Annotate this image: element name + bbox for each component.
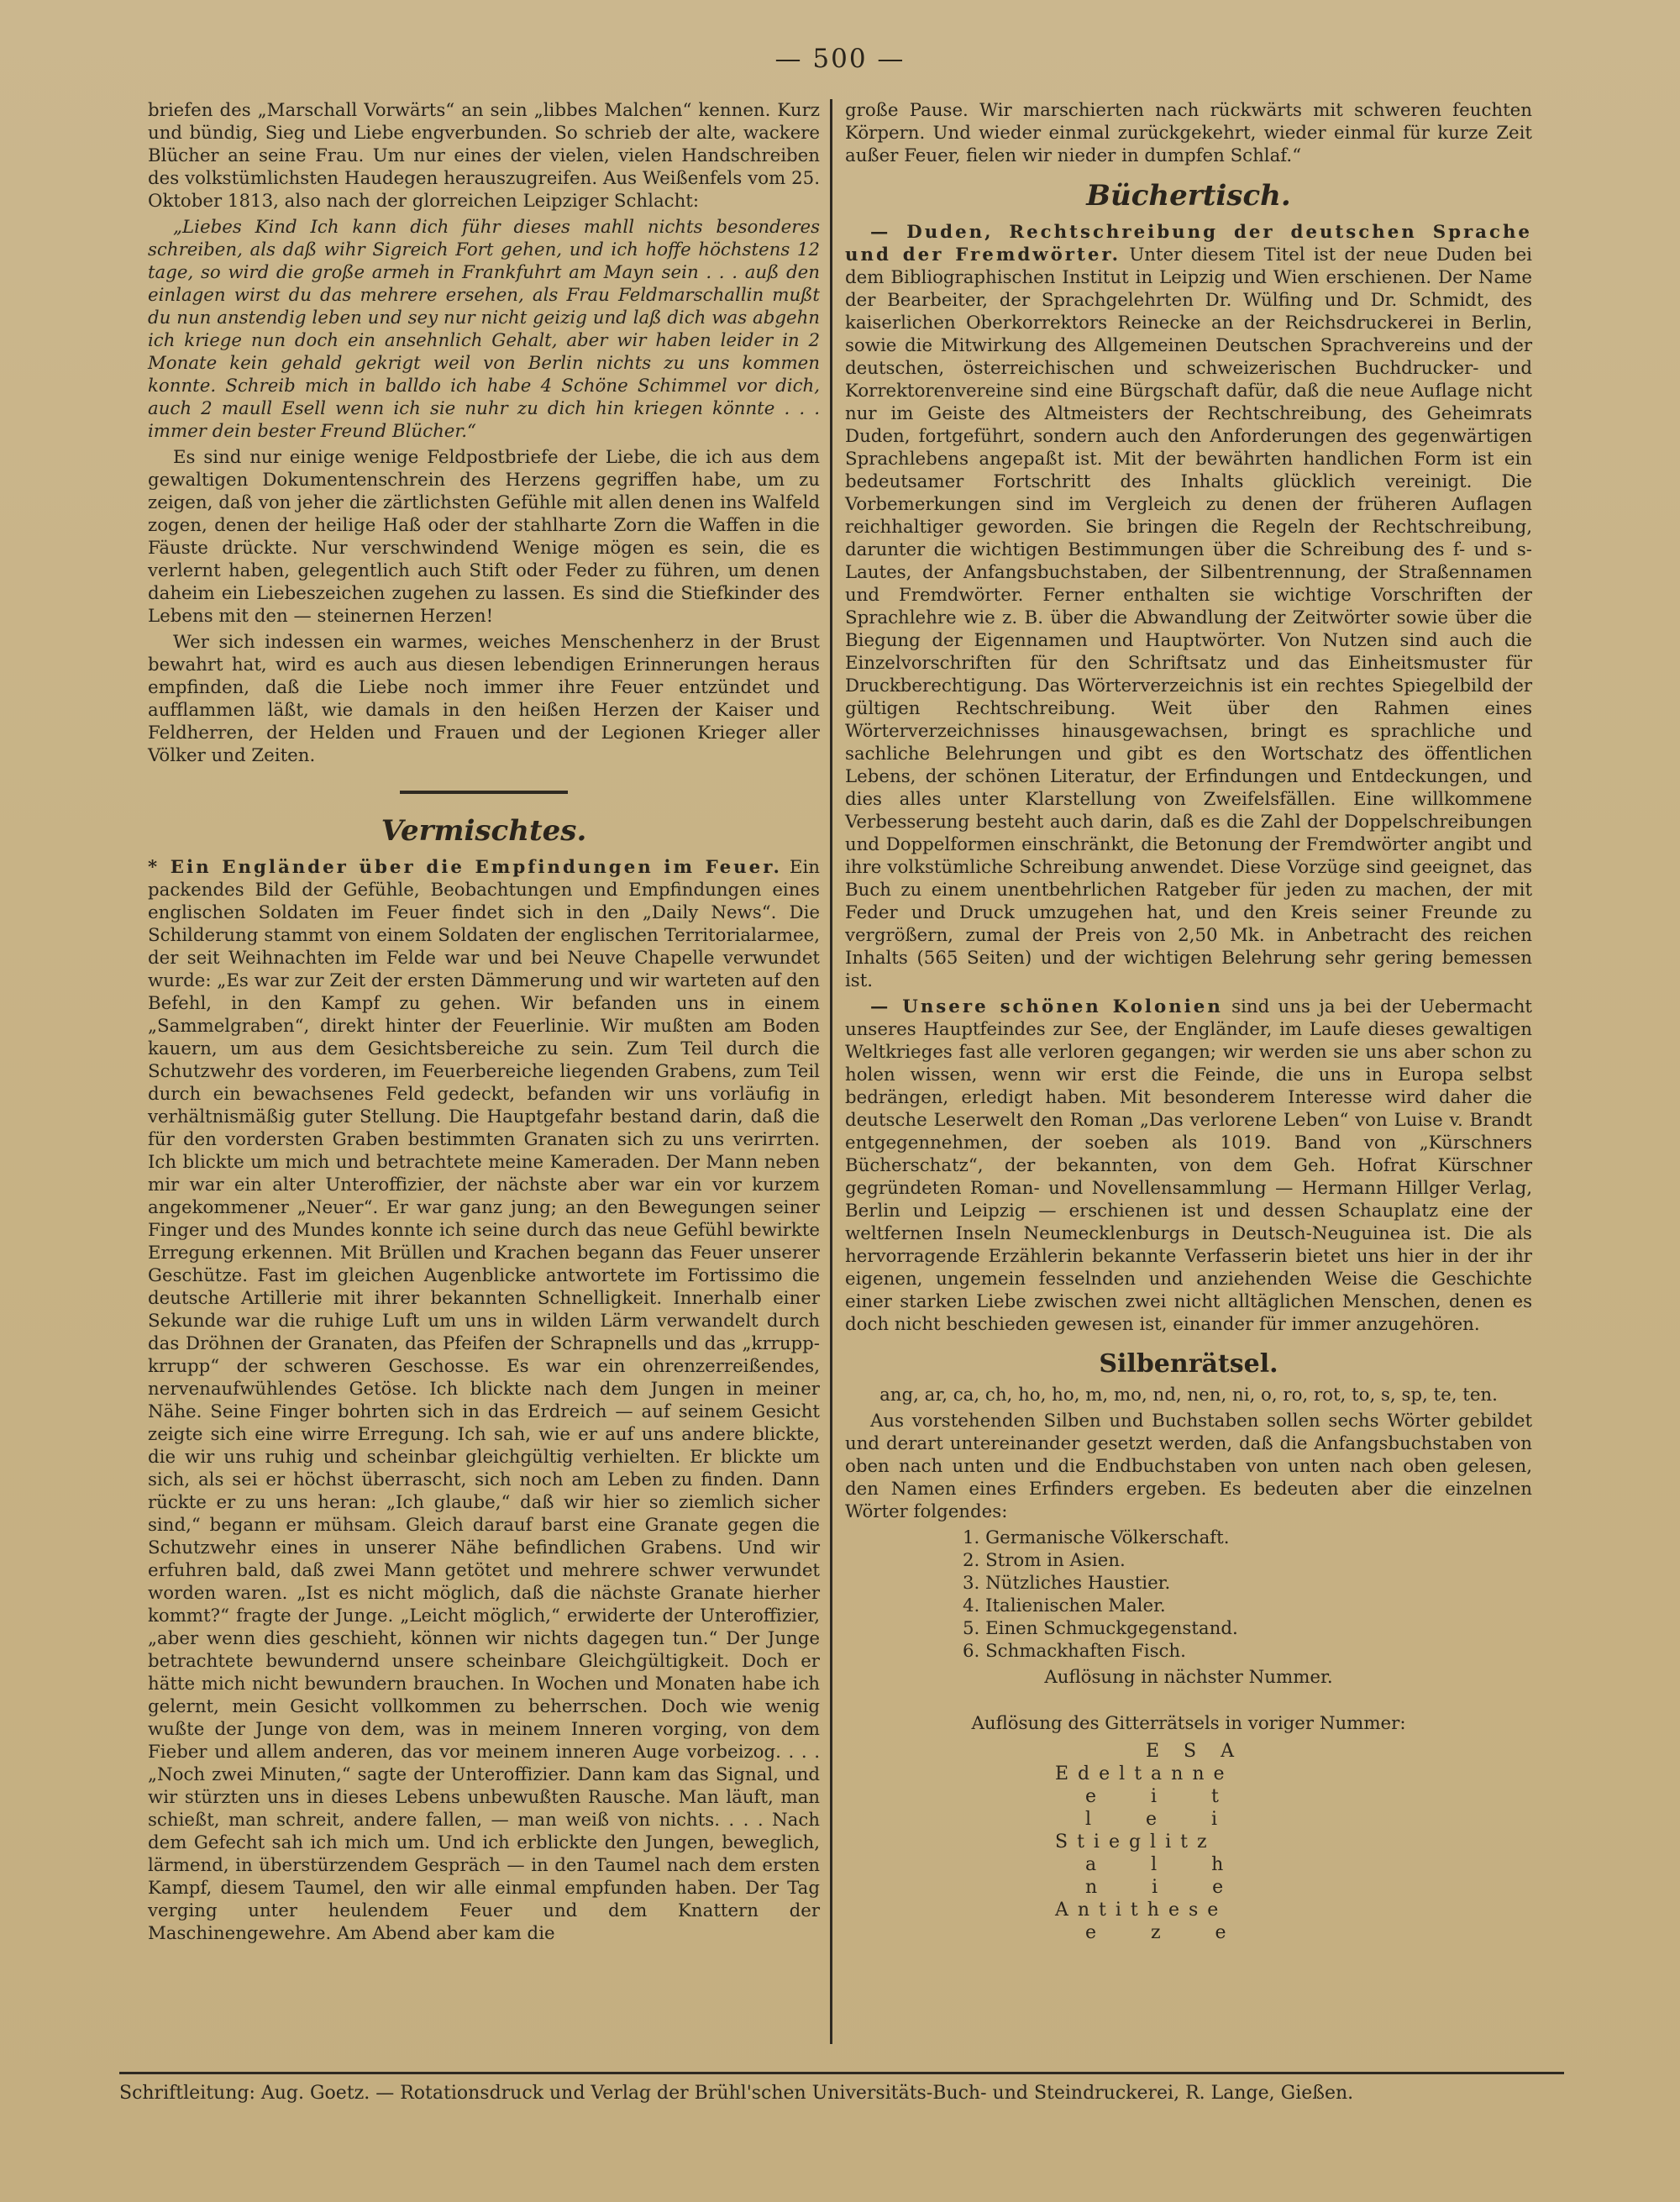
- grid-solution: [1055, 1740, 1532, 1944]
- section-divider: [400, 791, 568, 794]
- paragraph-bluecher-intro: briefen des „Marschall Vorwärts“ an sein „libbes Malchen“ kennen. Kurz und bündig, Sieg und Liebe engverbunden. So schrieb der alte, wackere Blücher an seine Frau. Um nur eines der vielen, vielen Handschreiben des volkstümlichsten Haudegen herauszugreifen. Aus Weißenfels vom 25. Oktober 1813, also nach der glorreichen Leipziger Schlacht:: [148, 100, 820, 212]
- imprint-footer: Schriftleitung: Aug. Goetz. — Rotationsdruck und Verlag der Brühl'schen Universitäts-Buch- und Steindruckerei, R. Lange, Gießen.: [119, 2072, 1564, 2104]
- review-kolonien: [845, 996, 1532, 1336]
- article-englaender-lead: * Ein Engländer über die Empfindungen im Feuer.: [148, 857, 782, 878]
- right-column: [845, 99, 1532, 1944]
- vermischtes-heading: Vermischtes.: [381, 814, 587, 848]
- article-englaender: [148, 856, 820, 1945]
- riddle-item: 5. Einen Schmuckgegenstand.: [963, 1618, 1238, 1639]
- column-divider: [830, 99, 832, 2044]
- bluecher-letter: „Liebes Kind Ich kann dich führ dieses mahll nichts besonderes schreiben, als daß wihr Sigreich Fort gehen, und ich hoffe höchstens 12 tage, so wird die große armeh in Frankfuhrt am Mayn sein . . . auß den einlagen wirst du das mehrere ersehen, als Frau Feldmarschallin mußt du nun anstendig leben und sey nur nicht geizig und laß dich was abgehn ich kriege nun doch ein ansehnlich Gehalt, aber wir haben leider in 2 Monate kein gehald gekrigt weil von Berlin nichts zu uns kommen konnte. Schreib mich in balldo ich habe 4 Schöne Schimmel vor dich, auch 2 maull Esell wenn ich sie nuhr zu dich hin kriegen könnte . . . immer dein bester Freund Blücher.“: [148, 217, 820, 442]
- riddle-item: 2. Strom in Asien.: [963, 1550, 1126, 1571]
- paragraph-menschenherz: Wer sich indessen ein warmes, weiches Menschenherz in der Brust bewahrt hat, wird es auch aus diesen lebendigen Erinnerungen heraus empfinden, daß die Liebe noch immer ihre Feuer entzündet und aufflammen läßt, wie damals in den heißen Herzen der Kaiser und Feldherren, der Helden und Frauen und der Legionen Krieger aller Völker und Zeiten.: [148, 632, 820, 766]
- page-number: — 500 —: [774, 44, 906, 74]
- solution-next-issue: Auflösung in nächster Nummer.: [1044, 1667, 1333, 1688]
- review-duden-lead: — Duden, Rechtschreibung der deutschen Sprache und der Fremdwörter.: [845, 222, 1532, 265]
- riddle-instructions: Aus vorstehenden Silben und Buchstaben sollen sechs Wörter gebildet und derart untereinander gesetzt werden, daß die Anfangsbuchstaben von oben nach unten und die Endbuchstaben von unten nach oben gelesen, den Namen eines Erfinders ergeben. Es bedeuten aber die einzelnen Wörter folgendes:: [845, 1411, 1532, 1522]
- article-englaender-text: Ein packendes Bild der Gefühle, Beobachtungen und Empfindungen eines englischen Soldaten im Feuer findet sich in den „Daily News“. Die Schilderung stammt von einem Soldaten der englischen Territorialarmee, der seit Weihnachten im Felde war und bei Neuve Chapelle verwundet wurde: „Es war zur Zeit der ersten Dämmerung und wir warteten auf den Befehl, in den Kampf zu gehen. Wir befanden uns in einem „Sammelgraben“, direkt hinter der Feuerlinie. Wir mußten am Boden kauern, um aus dem Gesichtsbereiche zu sein. Zum Teil durch die Schutzwehr des vorderen, im Feuerbereiche liegenden Grabens, zum Teil durch ein bewachsenes Feld gedeckt, befanden wir uns vorläufig in verhältnismäßig guter Stellung. Die Hauptgefahr bestand darin, daß die für den vordersten Graben bestimmten Granaten sich zu uns verirrten. Ich blickte um mich und betrachtete meine Kameraden. Der Mann neben mir war ein alter Unteroffizier, der nächste aber war ein vor kurzem angekommener „Neuer“. Er war ganz jung; an den Bewegungen seiner Finger und des Mundes konnte ich seine durch das neue Gefühl bewirkte Erregung erkennen. Mit Brüllen und Krachen begann das Feuer unserer Geschütze. Fast im gleichen Augenblicke antwortete im Fortissimo die deutsche Artillerie mit ihrer bekannten Schnelligkeit. Innerhalb einer Sekunde war die ruhige Luft um uns in wilden Lärm verwandelt durch das Dröhnen der Granaten, das Pfeifen der Schrapnells und das „krrupp-krrupp“ der schweren Geschosse. Es war ein ohrenzerreißendes, nervenaufwühlendes Getöse. Ich blickte nach dem Jungen in meiner Nähe. Seine Finger bohrten sich in das Erdreich — auf seinem Gesicht zeigte sich eine wirre Erregung. Ich sah, wie er auf uns andere blickte, die wir uns ruhig und scheinbar gleichgültig verhielten. Er blickte um sich, als sei er höchst überrascht, sich noch am Leben zu finden. Dann rückte er zu uns heran: „Ich glaube,“ daß wir hier so ziemlich sicher sind,“ begann er mühsam. Gleich darauf barst eine Granate gegen die Schutzwehr eines in unserer Nähe befindlichen Grabens. Und wir erfuhren bald, daß zwei Mann getötet und mehrere schwer verwundet worden waren. „Ist es nicht möglich, daß die nächste Granate hierher kommt?“ fragte der Junge. „Leicht möglich,“ erwiderte der Unteroffizier, „aber wenn dies geschieht, können wir nichts dagegen tun.“ Der Junge betrachtete bewundernd unsere scheinbare Gleichgültigkeit. Doch er hätte mich nicht bewundern brauchen. In Wochen und Monaten habe ich gelernt, mein Gesicht vollkommen zu beherrschen. Doch wie wenig wußte der Junge von dem, was in meinem Inneren vorging, von dem Fieber und allem anderen, das vor meinem inneren Auge vorbeizog. . . . „Noch zwei Minuten,“ sagte der Unteroffizier. Dann kam das Signal, und wir stürzten uns in dieses Lebens unbewußten Rausche. Man läuft, man schießt, man schreit, andere fallen, — man weiß von nichts. . . . Nach dem Gefecht sah ich mich um. Und ich erblickte den Jungen, beweglich, lärmend, in überstürzendem Gespräch — in den Taumel nach dem ersten Kampf, diesem Taumel, den wir alle einmal empfunden haben. Der Tag verging unter heulendem Feuer und dem Knattern der Maschinengewehre. Am Abend aber kam die: [148, 857, 820, 1944]
- grid-line: e z e: [1055, 1922, 1236, 1943]
- grid-line: e i t: [1055, 1786, 1228, 1807]
- buechertisch-heading: Büchertisch.: [1086, 179, 1291, 213]
- riddle-syllables: ang, ar, ca, ch, ho, ho, m, mo, nd, nen, ni, o, ro, rot, to, s, sp, te, ten.: [879, 1385, 1498, 1406]
- review-duden: [845, 221, 1532, 992]
- grid-line: Edeltanne: [1055, 1763, 1234, 1784]
- riddle-item: 4. Italienischen Maler.: [963, 1595, 1166, 1616]
- riddle-item: 3. Nützliches Haustier.: [963, 1573, 1171, 1594]
- grid-line: l e i: [1055, 1809, 1227, 1830]
- review-kolonien-text: sind uns ja bei der Uebermacht unseres Hauptfeindes zur See, der Engländer, im Laufe dieses gewaltigen Weltkrieges fast alle verloren gegangen; wir werden sie uns aber schon zu holen wissen, wenn wir erst die Feinde, die uns in Europa selbst bedrängen, erledigt haben. Mit besonderem Interesse wird daher die deutsche Leserwelt den Roman „Das verlorene Leben“ von Luise v. Brandt entgegennehmen, der soeben als 1019. Band von „Kürschners Bücherschatz“, der bekannten, von dem Geh. Hofrat Kürschner gegründeten Roman- und Novellensammlung — Hermann Hillger Verlag, Berlin und Leipzig — erschienen ist und dessen Schauplatz eine der weltfernen Inseln Neumecklenburgs in Deutsch-Neuguinea ist. Die als hervorragende Erzählerin bekannte Verfasserin bietet uns hier in der ihr eigenen, ungemein fesselnden und anziehenden Weise die Geschichte einer starken Liebe zwischen zwei nicht alltäglichen Menschen, denen es doch nicht beschieden gewesen ist, einander für immer anzugehören.: [845, 996, 1532, 1335]
- left-column: [148, 99, 820, 1945]
- paragraph-feldpostbriefe: Es sind nur einige wenige Feldpostbriefe der Liebe, die ich aus dem gewaltigen Dokumentenschrein des Herzens gegriffen habe, um zu zeigen, daß von jeher die zärtlichsten Gefühle mit allen denen ins Walfeld zogen, denen der heilige Haß oder der stahlharte Zorn die Waffen in die Fäuste drückte. Nur verschwindend Wenige mögen es sein, die es verlernt haben, gelegentlich auch Stift oder Feder zu führen, um denen daheim ein Liebeszeichen zugehen zu lassen. Es sind die Stiefkinder des Lebens mit den — steinernen Herzen!: [148, 447, 820, 627]
- review-kolonien-lead: — Unsere schönen Kolonien: [870, 996, 1223, 1017]
- paragraph-continuation: große Pause. Wir marschierten nach rückwärts mit schweren feuchten Körpern. Und wieder einmal zurückgekehrt, wieder einmal für kurze Zeit außer Feuer, fielen wir nieder in dumpfen Schlaf.“: [845, 100, 1532, 166]
- grid-line: Stieglitz: [1055, 1831, 1216, 1853]
- riddle-item: 6. Schmackhaften Fisch.: [963, 1641, 1186, 1662]
- grid-line: n i e: [1055, 1877, 1233, 1898]
- riddle-item: 1. Germanische Völkerschaft.: [963, 1527, 1230, 1548]
- grid-line: a l h: [1055, 1854, 1233, 1875]
- riddle-list: [963, 1527, 1532, 1663]
- silbenraetsel-heading: Silbenrätsel.: [1099, 1349, 1278, 1379]
- grid-line: E S A: [1055, 1741, 1243, 1762]
- review-duden-text: Unter diesem Titel ist der neue Duden bei dem Bibliographischen Institut in Leipzig und Wien erschienen. Der Name der Bearbeiter, der Sprachgelehrten Dr. Wülfing und Dr. Schmidt, des kaiserlichen Oberkorrektors Reinecke an der Reichsdruckerei in Berlin, sowie die Mitwirkung des Allgemeinen Deutschen Sprachvereins und der deutschen, österreichischen und schweizerischen Buchdrucker- und Korrektorenvereine sind eine Bürgschaft dafür, daß die neue Auflage nicht nur im Geiste des Altmeisters der Rechtschreibung, des Geheimrats Duden, fortgeführt, sondern auch den Anforderungen des gegenwärtigen Sprachlebens angepaßt ist. Mit der bewährten handlichen Form ist ein bedeutsamer Fortschritt des Inhalts glücklich vereinigt. Die Vorbemerkungen sind im Vergleich zu denen der früheren Auflagen reichhaltiger geworden. Sie bringen die Regeln der Rechtschreibung, darunter die wichtigen Bestimmungen über die Schreibung des f- und s-Lautes, der Anfangsbuchstaben, der Silbentrennung, der Straßennamen und Fremdwörter. Ferner enthalten sie wichtige Vorschriften der Sprachlehre wie z. B. über die Abwandlung der Zeitwörter sowie über die Biegung der Eigennamen und Hauptwörter. Von Nutzen sind auch die Einzelvorschriften für den Schriftsatz und das Einheitsmuster für Druckberechtigung. Das Wörterverzeichnis ist ein rechtes Spiegelbild der gültigen Rechtschreibung. Weit über den Rahmen eines Wörterverzeichnisses hinausgewachsen, bringt es sprachliche und sachliche Belehrungen und gibt es den Wortschatz des öffentlichen Lebens, der schönen Literatur, der Erfindungen und Entdeckungen, und dies alles unter Klarstellung von Zweifelsfällen. Eine willkommene Verbesserung besteht auch darin, daß es die Zahl der Doppelschreibungen und Doppelformen einschränkt, die Betonung der Fremdwörter angibt und ihre volkstümliche Schreibung anwendet. Diese Vorzüge sind geeignet, das Buch zu einem unentbehrlichen Ratgeber für jeden zu machen, der mit Feder und Druck umzugehen hat, und den Kreis seiner Freunde zu vergrößern, zumal der Preis von 2,50 Mk. in Anbetracht des reichen Inhalts (565 Seiten) und der wichtigen Belehrung sehr gering bemessen ist.: [845, 244, 1532, 991]
- grid-line: Antithese: [1055, 1900, 1228, 1921]
- grid-solution-title: Auflösung des Gitterrätsels in voriger Nummer:: [971, 1713, 1406, 1734]
